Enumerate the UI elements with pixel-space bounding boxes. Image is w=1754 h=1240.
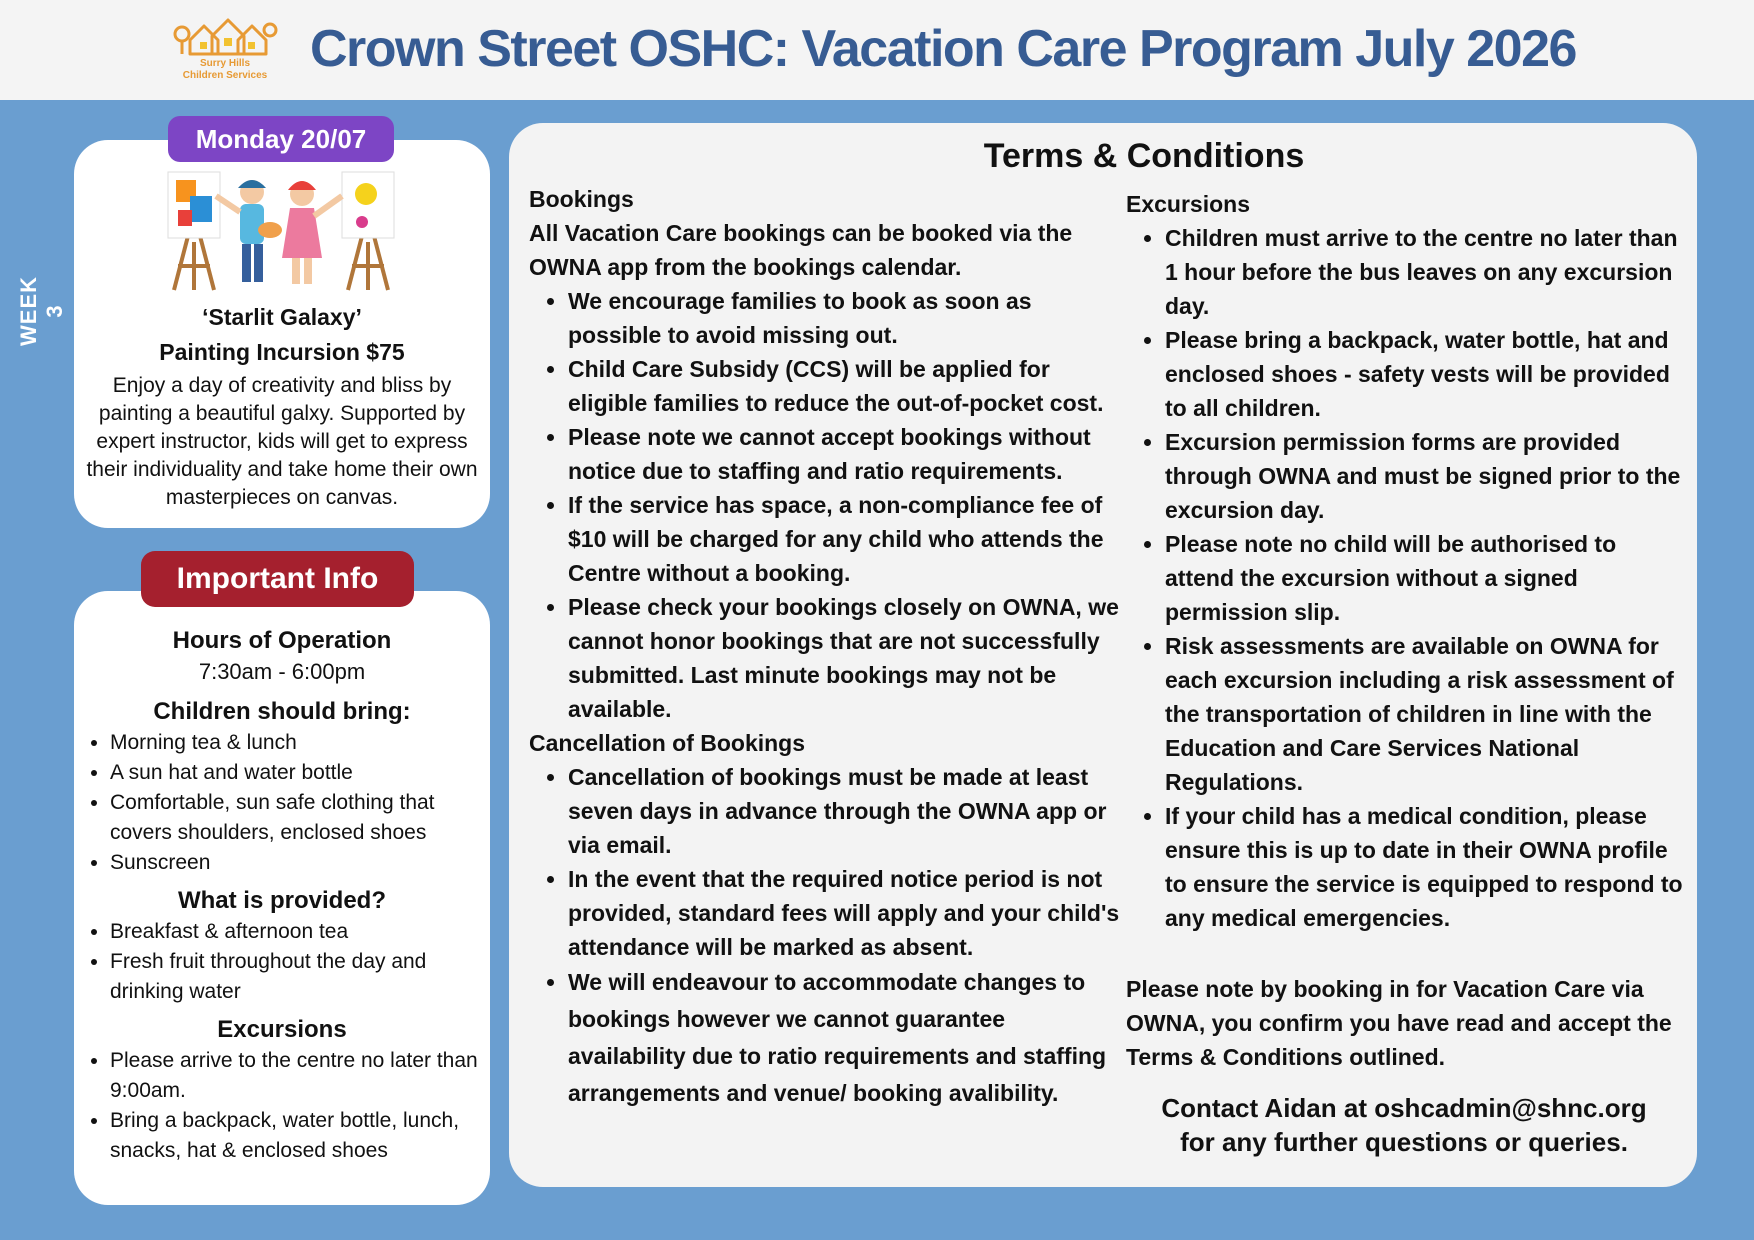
bring-heading: Children should bring: xyxy=(153,698,411,725)
list-item: • Cancellation of bookings must be made at least seven days in advance through the OWNA app or via email. xyxy=(568,760,1129,862)
activity-description: Enjoy a day of creativity and bliss by painting a beautiful galxy. Supported by expert instructor, kids will get to express their individuality and take home their own masterpieces on canvas. xyxy=(86,374,478,509)
surry-hills-logo xyxy=(170,14,280,86)
excursions-info-heading: Excursions xyxy=(217,1016,347,1043)
page-title: Crown Street OSHC: Vacation Care Program July 2026 xyxy=(310,20,1576,78)
list-item: • We encourage families to book as soon as possible to avoid missing out. xyxy=(568,284,1129,352)
list-item: • A sun hat and water bottle xyxy=(110,758,490,788)
acceptance-note: Please note by booking in for Vacation Care via OWNA, you confirm you have read and accept the Terms & Conditions outlined. xyxy=(1126,976,1672,1070)
list-item: • Please arrive to the centre no later than 9:00am. xyxy=(110,1046,490,1106)
list-item: • Child Care Subsidy (CCS) will be applied for eligible families to reduce the out-of-pocket cost. xyxy=(568,352,1129,420)
list-item: • Fresh fruit throughout the day and drinking water xyxy=(110,947,490,1007)
list-item: • Please note we cannot accept bookings without notice due to staffing and ratio requirements. xyxy=(568,420,1129,488)
kids-painting-illustration-icon xyxy=(166,166,396,292)
terms-title: Terms & Conditions xyxy=(983,137,1305,175)
bookings-heading: Bookings xyxy=(529,186,634,212)
hours-heading: Hours of Operation xyxy=(172,627,392,654)
activity-title-line1: ‘Starlit Galaxy’ xyxy=(202,304,362,330)
list-item: • Bring a backpack, water bottle, lunch, snacks, hat & enclosed shoes xyxy=(110,1106,490,1166)
list-item: • We will endeavour to accommodate changes to bookings however we cannot guarantee availability due to ratio requirements and staffing arrangements and venue/ booking avalibility. xyxy=(568,964,1129,1112)
activity-date-badge: Monday 20/07 xyxy=(168,116,394,162)
list-item: • Risk assessments are available on OWNA for each excursion including a risk assessment of the transportation of children in line with the Education and Care Services National Regulations. xyxy=(1165,629,1686,799)
activity-title-line2: Painting Incursion $75 xyxy=(159,339,405,365)
excursions-list xyxy=(1126,221,1686,935)
cancellation-list xyxy=(529,760,1129,1112)
bring-list xyxy=(74,728,490,878)
activity-title xyxy=(74,300,490,370)
list-item: • In the event that the required notice period is not provided, standard fees will apply and your child's attendance will be marked as absent. xyxy=(568,862,1129,964)
list-item: • Please bring a backpack, water bottle, hat and enclosed shoes - safety vests will be provided to all children. xyxy=(1165,323,1686,425)
provided-list xyxy=(74,917,490,1007)
header-bar xyxy=(0,0,1754,100)
important-info-content xyxy=(74,624,490,1172)
excursions-info-list xyxy=(74,1046,490,1166)
list-item: • Breakfast & afternoon tea xyxy=(110,917,490,947)
list-item: • Please note no child will be authorised to attend the excursion without a signed permission slip. xyxy=(1165,527,1686,629)
hours-value: 7:30am - 6:00pm xyxy=(198,659,366,684)
list-item: • Please check your bookings closely on OWNA, we cannot honor bookings that are not successfully submitted. Last minute bookings may not be available. xyxy=(568,590,1129,726)
excursions-heading: Excursions xyxy=(1126,191,1250,217)
cancellation-heading: Cancellation of Bookings xyxy=(529,730,806,756)
logo-text xyxy=(170,58,280,82)
contact-line2: for any further questions or queries. xyxy=(1180,1127,1628,1157)
houses-logo-icon xyxy=(170,14,280,60)
terms-right-column xyxy=(1126,187,1686,935)
important-info-badge: Important Info xyxy=(141,551,414,607)
contact-line1: Contact Aidan at oshcadmin@shnc.org xyxy=(1161,1093,1647,1123)
list-item: • Morning tea & lunch xyxy=(110,728,490,758)
provided-heading: What is provided? xyxy=(177,887,386,914)
list-item: • Excursion permission forms are provided through OWNA and must be signed prior to the excursion day. xyxy=(1165,425,1686,527)
logo-text-line2: Children Services xyxy=(182,70,268,81)
logo-text-line1: Surry Hills xyxy=(199,58,251,69)
terms-left-column xyxy=(529,182,1129,1112)
bookings-intro: All Vacation Care bookings can be booked via the OWNA app from the bookings calendar. xyxy=(529,220,1073,280)
contact-info xyxy=(1126,1091,1682,1159)
list-item: • Comfortable, sun safe clothing that covers shoulders, enclosed shoes xyxy=(110,788,490,848)
list-item: • Children must arrive to the centre no later than 1 hour before the bus leaves on any excursion day. xyxy=(1165,221,1686,323)
list-item: • Sunscreen xyxy=(110,848,490,878)
list-item: • If the service has space, a non-compliance fee of $10 will be charged for any child who attends the Centre without a booking. xyxy=(568,488,1129,590)
week-label: WEEK 3 xyxy=(16,276,67,346)
bookings-list xyxy=(529,284,1129,726)
list-item: • If your child has a medical condition, please ensure this is up to date in their OWNA profile to ensure the service is equipped to respond to any medical emergencies. xyxy=(1165,799,1686,935)
